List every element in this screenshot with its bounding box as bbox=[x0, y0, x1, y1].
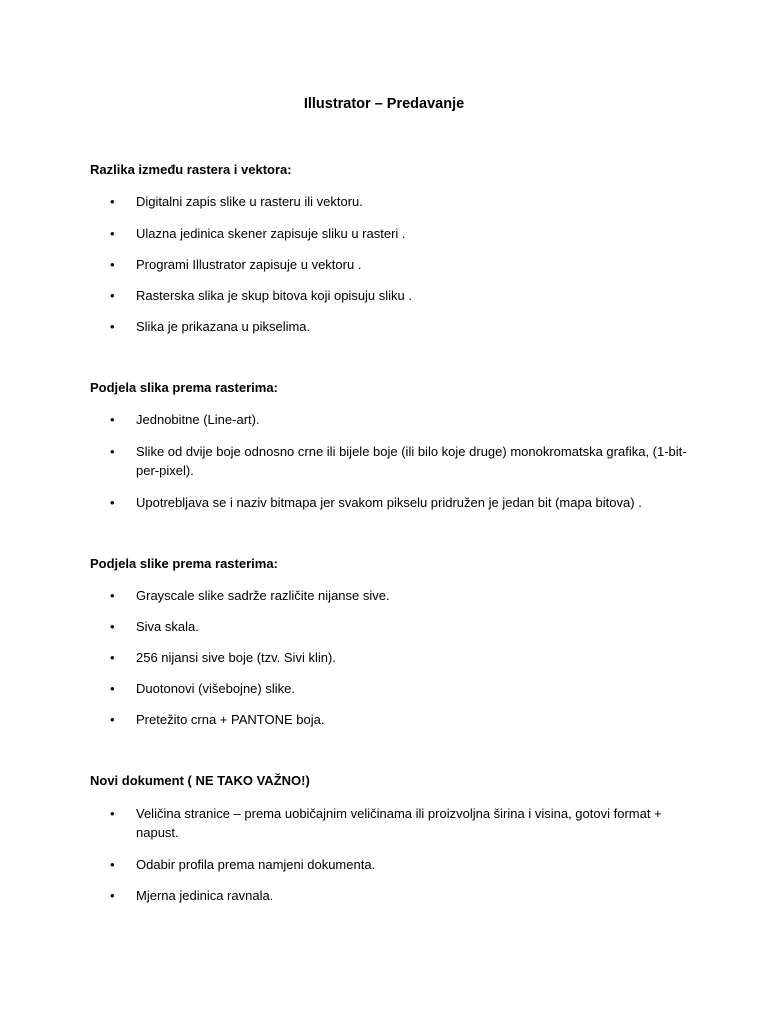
section-heading-grayscale: Podjela slike prema rasterima: bbox=[90, 556, 278, 571]
document-title: Illustrator – Predavanje bbox=[303, 96, 465, 112]
list-item: • Upotrebljava se i naziv bitmapa jer svakom pikselu pridružen je jedan bit (mapa bitova) . bbox=[110, 495, 642, 510]
list-item: • Pretežito crna + PANTONE boja. bbox=[110, 712, 325, 727]
list-item: • Siva skala. bbox=[110, 619, 199, 634]
bullet-icon: • bbox=[110, 650, 115, 665]
bullet-icon: • bbox=[110, 288, 115, 303]
bullet-icon: • bbox=[110, 257, 115, 272]
list-item: • Grayscale slike sadrže različite nijanse sive. bbox=[110, 588, 390, 603]
list-item: • Digitalni zapis slike u rasteru ili vektoru. bbox=[110, 194, 363, 209]
bullet-icon: • bbox=[110, 806, 115, 821]
list-item: • Ulazna jedinica skener zapisuje sliku u rasteri . bbox=[110, 226, 406, 241]
list-item: • Duotonovi (višebojne) slike. bbox=[110, 681, 295, 696]
list-item: • Jednobitne (Line-art). bbox=[110, 412, 260, 427]
list-item: • Veličina stranice – prema uobičajnim veličinama ili proizvoljna širina i visina, gotovi format + napust. bbox=[110, 806, 662, 840]
bullet-icon: • bbox=[110, 857, 115, 872]
bullet-icon: • bbox=[110, 888, 115, 903]
bullet-icon: • bbox=[110, 619, 115, 634]
bullet-icon: • bbox=[110, 226, 115, 241]
list-item: • Rasterska slika je skup bitova koji opisuju sliku . bbox=[110, 288, 413, 303]
list-item: • 256 nijansi sive boje (tzv. Sivi klin). bbox=[110, 650, 336, 665]
list-item: • Programi Illustrator zapisuje u vektoru . bbox=[110, 257, 362, 272]
bullet-icon: • bbox=[110, 194, 115, 209]
list-item: • Odabir profila prema namjeni dokumenta. bbox=[110, 857, 376, 872]
section-heading-new-document: Novi dokument ( NE TAKO VAŽNO!) bbox=[90, 773, 310, 788]
section-heading-raster-vs-vector: Razlika između rastera i vektora: bbox=[90, 162, 292, 177]
list-item: • Mjerna jedinica ravnala. bbox=[110, 888, 274, 903]
bullet-icon: • bbox=[110, 495, 115, 510]
section-heading-image-division: Podjela slika prema rasterima: bbox=[90, 380, 278, 395]
bullet-icon: • bbox=[110, 588, 115, 603]
bullet-icon: • bbox=[110, 444, 115, 459]
bullet-icon: • bbox=[110, 681, 115, 696]
bullet-icon: • bbox=[110, 412, 115, 427]
bullet-icon: • bbox=[110, 319, 115, 334]
bullet-icon: • bbox=[110, 712, 115, 727]
list-item: • Slike od dvije boje odnosno crne ili bijele boje (ili bilo koje druge) monokromatska grafika, (1-bit-per-pixel). bbox=[110, 444, 687, 478]
list-item: • Slika je prikazana u pikselima. bbox=[110, 319, 311, 334]
